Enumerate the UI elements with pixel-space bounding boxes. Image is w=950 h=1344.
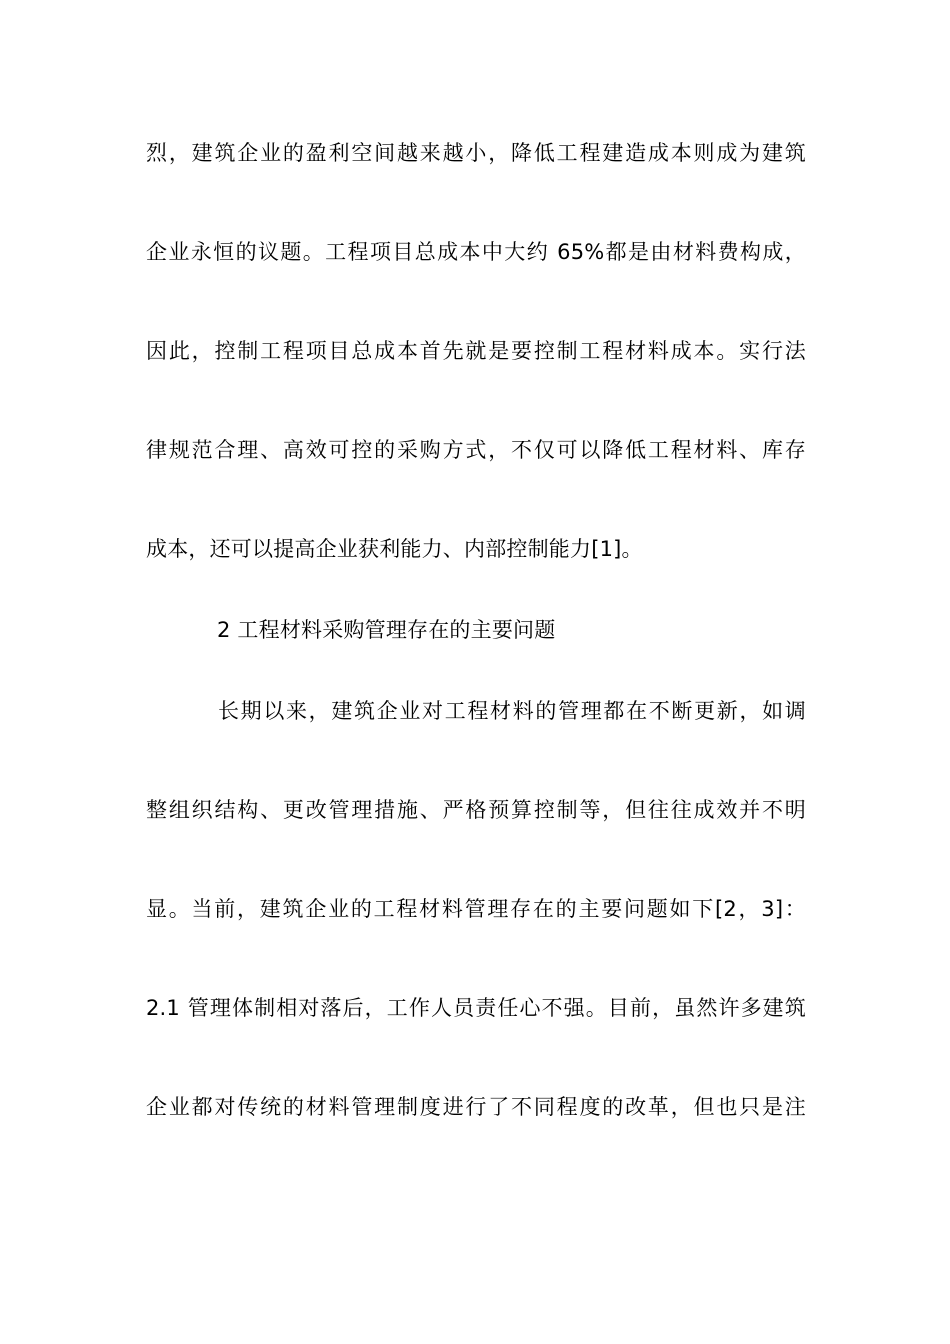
section-line-3: 显。当前，建筑企业的工程材料管理存在的主要问题如下[2，3]：	[146, 897, 806, 921]
paragraph-line-2: 企业永恒的议题。工程项目总成本中大约 65%都是由材料费构成，	[146, 240, 806, 264]
paragraph-line-3: 因此，控制工程项目总成本首先就是要控制工程材料成本。实行法	[146, 339, 806, 363]
section-line-4: 2.1 管理体制相对落后，工作人员责任心不强。目前，虽然许多建筑	[146, 996, 806, 1020]
paragraph-line-5: 成本，还可以提高企业获利能力、内部控制能力[1]。	[146, 537, 643, 561]
paragraph-line-4: 律规范合理、高效可控的采购方式，不仅可以降低工程材料、库存	[146, 438, 806, 462]
section-line-2: 整组织结构、更改管理措施、严格预算控制等，但往往成效并不明	[146, 798, 806, 822]
section-heading: 2 工程材料采购管理存在的主要问题	[217, 618, 556, 642]
section-line-1: 长期以来，建筑企业对工程材料的管理都在不断更新，如调	[218, 699, 806, 723]
section-line-5: 企业都对传统的材料管理制度进行了不同程度的改革，但也只是注	[146, 1095, 806, 1119]
paragraph-line-1: 烈，建筑企业的盈利空间越来越小，降低工程建造成本则成为建筑	[146, 141, 806, 165]
